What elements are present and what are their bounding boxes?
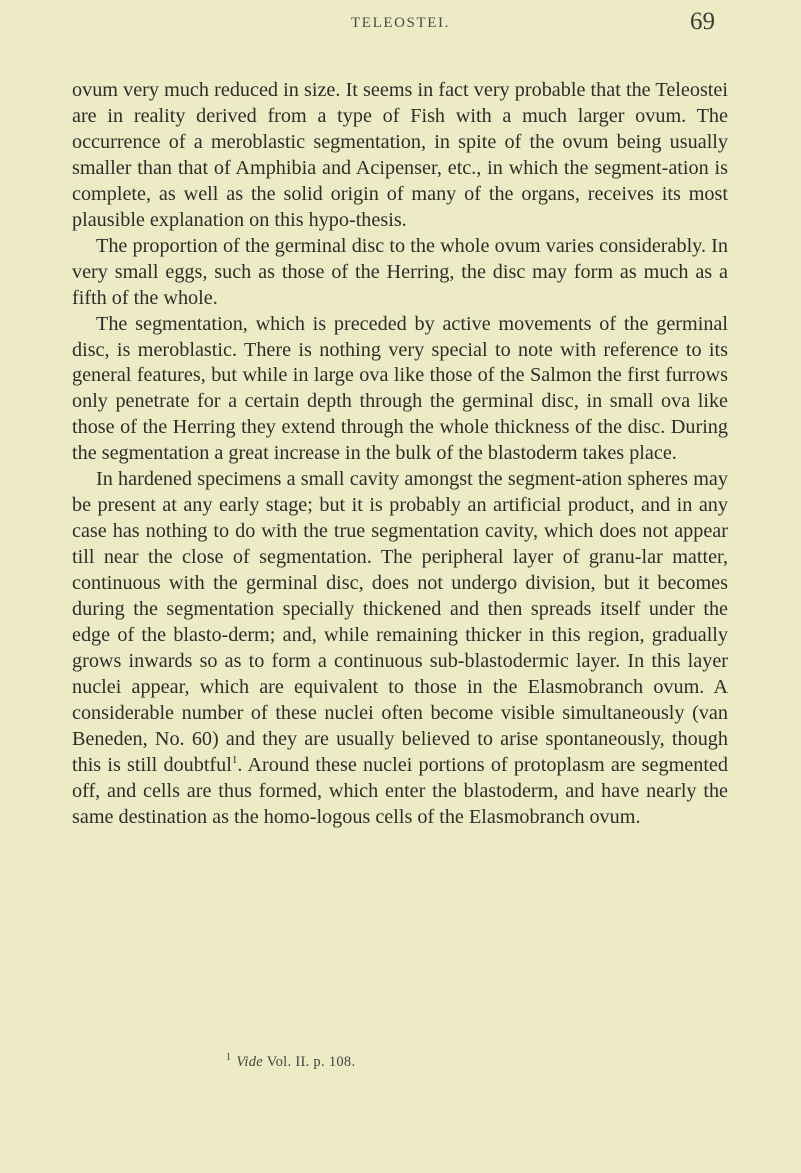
running-head <box>0 6 801 40</box>
footnote-vide: Vide <box>236 1054 264 1070</box>
page-number: 69 <box>690 8 715 35</box>
paragraph <box>72 312 728 468</box>
running-title: TELEOSTEI. <box>351 15 450 31</box>
footnote-reference[interactable]: 1 <box>231 753 238 766</box>
footnote-reference-text: Vol. II. p. 108. <box>266 1054 356 1070</box>
paragraph-text: The segmentation, which is preceded by active movements of the germinal disc, is meroblastic. There is nothing very special to note with reference to its general features, but while in large ova like those of the Salmon the first furrows only penetrate for a certain depth through the germinal disc, in small ova like those of the Herring they extend through the whole thickness of the disc. During the segmentation a great increase in the bulk of the blastoderm takes place. <box>72 312 728 465</box>
paragraph <box>72 234 728 312</box>
paragraph-text: ovum very much reduced in size. It seems in fact very probable that the Teleostei are in reality derived from a type of Fish with a much larger ovum. The occurrence of a meroblastic segmentation, in spite of the ovum being usually smaller than that of Amphibia and Acipenser, etc., in which the segment-ation is complete, as well as the solid origin of many of the organs, receives its most plausible explanation on this hypo-thesis. <box>72 79 728 231</box>
paragraph-text-continued: . Around these nuclei portions of protoplasm are segmented off, and cells are thus formed, which enter the blastoderm, and have nearly the same destination as the homo-logous cells of the Elasmobranch ovum. <box>72 753 728 828</box>
paragraph-text: In hardened specimens a small cavity amongst the segment-ation spheres may be present at any early stage; but it is probably an artificial product, and in any case has nothing to do with the true segmentation cavity, which does not appear till near the close of segmentation. The peripheral layer of granu-lar matter, continuous with the germinal disc, does not undergo division, but it becomes during the segmentation specially thickened and then spreads itself under the edge of the blasto-derm; and, while remaining thicker in this region, gradually grows inwards so as to form a continuous sub-blastodermic layer. In this layer nuclei appear, which are equivalent to those in the Elasmobranch ovum. A considerable number of these nuclei often become visible simultaneously (van Beneden, No. 60) and they are usually believed to arise spontaneously, though this is still doubtful <box>72 468 728 776</box>
footnote-mark: 1 <box>226 1052 232 1063</box>
paragraph-text: The proportion of the germinal disc to the whole ovum varies considerably. In very small eggs, such as those of the Herring, the disc may form as much as a fifth of the whole. <box>72 234 728 309</box>
footnote <box>226 1052 355 1071</box>
paragraph <box>72 78 728 234</box>
paragraph <box>72 467 728 830</box>
body-text <box>72 78 728 831</box>
